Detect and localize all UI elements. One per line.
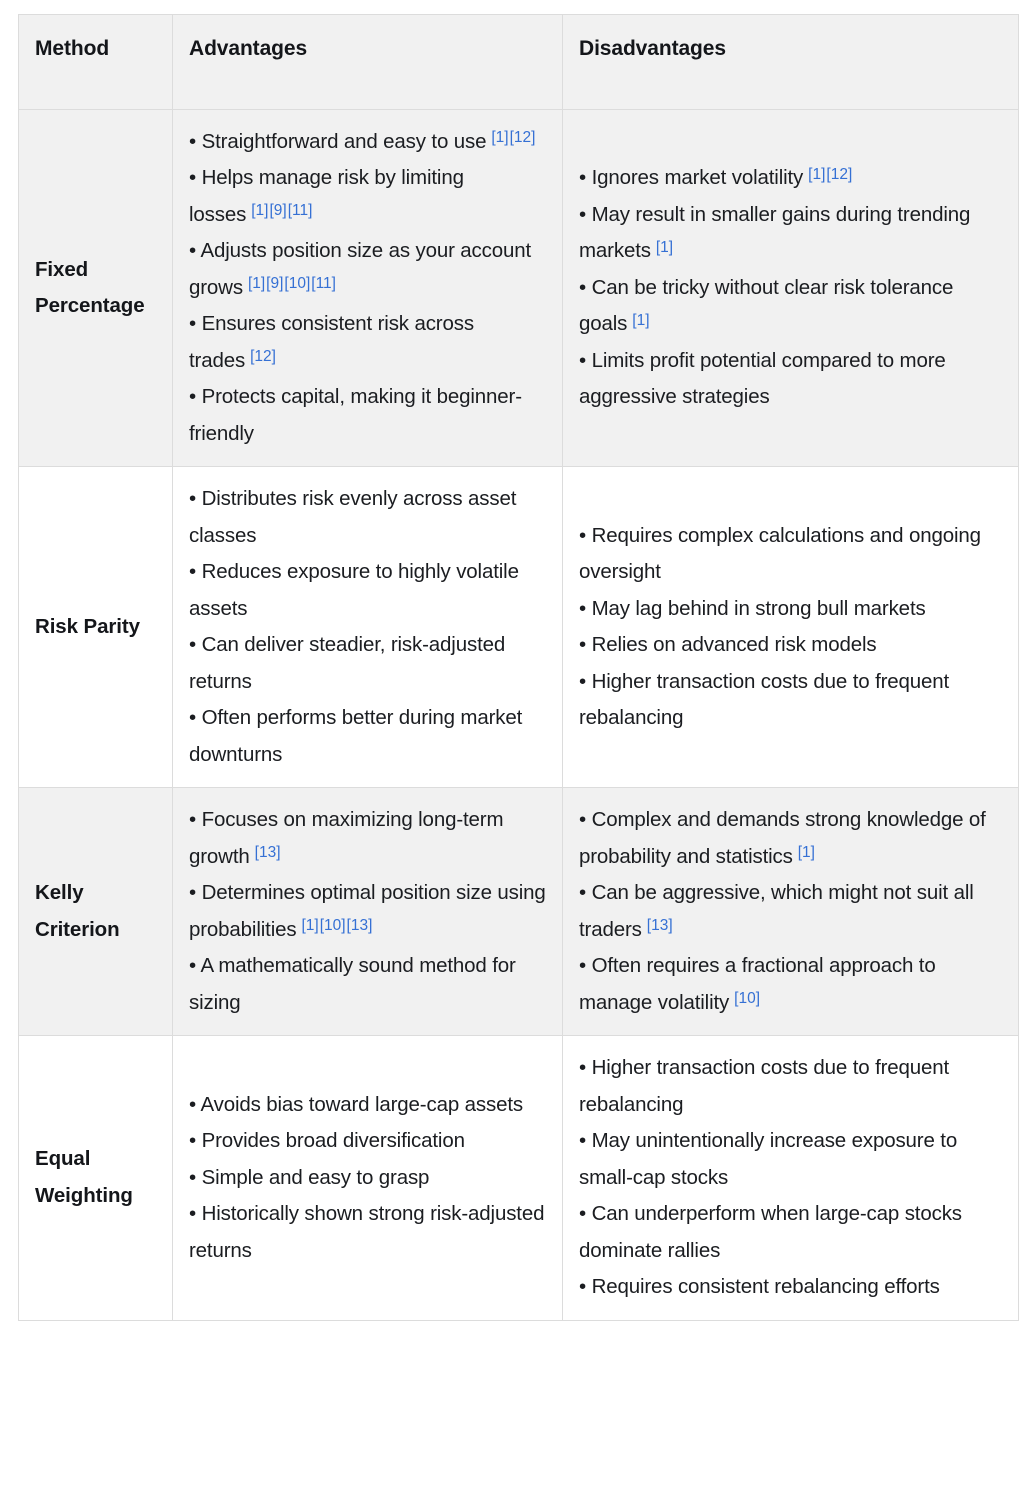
list-item-text: • Relies on advanced risk models xyxy=(579,633,877,657)
citation-link[interactable]: [1] xyxy=(655,238,674,256)
disadvantages-cell xyxy=(563,467,1019,788)
list-item xyxy=(189,1160,546,1196)
method-name-cell: Risk Parity xyxy=(19,467,173,788)
list-item-text: • May lag behind in strong bull markets xyxy=(579,596,926,620)
list-item xyxy=(189,124,546,160)
list-item-text: • Historically shown strong risk-adjusted returns xyxy=(189,1202,545,1262)
list-item-text: • Requires consistent rebalancing efforts xyxy=(579,1275,940,1299)
list-item xyxy=(189,1123,546,1159)
method-name-cell: Fixed Percentage xyxy=(19,110,173,467)
citation-link[interactable]: [1] xyxy=(251,202,269,220)
list-item-text: • Complex and demands strong knowledge of probability and statistics xyxy=(579,808,986,868)
list-item-text: • Simple and easy to grasp xyxy=(189,1165,430,1189)
citation-link[interactable]: [1] xyxy=(797,843,815,861)
advantages-cell xyxy=(173,788,563,1036)
citation-link[interactable]: [1] xyxy=(808,165,826,183)
list-item xyxy=(579,1269,1002,1305)
list-item-text: • Can deliver steadier, risk-adjusted returns xyxy=(189,633,506,693)
advantages-list xyxy=(189,124,546,452)
list-item xyxy=(189,627,546,700)
advantages-list xyxy=(189,1087,546,1269)
list-item xyxy=(189,948,546,1021)
list-item-text: • Often requires a fractional approach to manage volatility xyxy=(579,954,936,1014)
list-item-text: • Often performs better during market downturns xyxy=(189,706,523,766)
table-header xyxy=(19,15,1019,110)
citation-link[interactable]: [12] xyxy=(250,348,276,366)
table-header-row xyxy=(19,15,1019,110)
list-item xyxy=(189,554,546,627)
citation-link[interactable]: [13] xyxy=(254,843,281,861)
list-item-text: • Can be tricky without clear risk tolerance goals xyxy=(579,275,954,336)
advantages-cell xyxy=(173,110,563,467)
citation-link[interactable]: [9] xyxy=(266,275,284,293)
method-name-cell: Equal Weighting xyxy=(19,1036,173,1320)
list-item-text: • Can be aggressive, which might not suit all traders xyxy=(579,881,974,941)
table-row xyxy=(19,110,1019,467)
disadvantages-list xyxy=(579,1050,1002,1305)
disadvantages-cell xyxy=(563,110,1019,467)
citation-link[interactable]: [13] xyxy=(346,916,373,934)
list-item-text: • Helps manage risk by limiting losses xyxy=(189,166,464,226)
list-item-text: • Limits profit potential compared to more aggressive strategies xyxy=(579,348,946,409)
list-item-text: • Provides broad diversification xyxy=(189,1129,465,1153)
disadvantages-cell xyxy=(563,1036,1019,1320)
column-header-advantages: Advantages xyxy=(173,15,563,110)
list-item-text: • Focuses on maximizing long-term growth xyxy=(189,808,504,868)
list-item xyxy=(189,1087,546,1123)
list-item-text: • Distributes risk evenly across asset classes xyxy=(189,487,517,547)
advantages-list xyxy=(189,802,546,1021)
list-item-text: • A mathematically sound method for sizing xyxy=(189,954,516,1014)
list-item-text: • Straightforward and easy to use xyxy=(189,130,487,153)
list-item-text: • Can underperform when large-cap stocks dominate rallies xyxy=(579,1202,962,1262)
list-item-text: • Reduces exposure to highly volatile assets xyxy=(189,560,519,620)
list-item xyxy=(579,948,1002,1021)
list-item xyxy=(579,197,1002,270)
table-body xyxy=(19,110,1019,1321)
list-item-text: • Adjusts position size as your account grows xyxy=(189,239,532,299)
column-header-disadvantages: Disadvantages xyxy=(563,15,1019,110)
list-item xyxy=(579,591,1002,627)
list-item xyxy=(579,270,1002,343)
list-item xyxy=(579,343,1002,416)
list-item-text: • May unintentionally increase exposure to small-cap stocks xyxy=(579,1129,958,1189)
advantages-cell xyxy=(173,1036,563,1320)
list-item xyxy=(189,233,546,306)
citation-link[interactable]: [10] xyxy=(319,916,346,934)
list-item-text: • Protects capital, making it beginner-friendly xyxy=(189,385,522,445)
citation-link[interactable]: [1] xyxy=(491,129,509,147)
citation-link[interactable]: [12] xyxy=(826,165,853,183)
list-item-text: • Higher transaction costs due to frequent rebalancing xyxy=(579,1056,950,1116)
list-item xyxy=(579,664,1002,737)
list-item xyxy=(579,627,1002,663)
list-item xyxy=(579,1050,1002,1123)
list-item xyxy=(579,875,1002,948)
disadvantages-list xyxy=(579,518,1002,737)
citation-link[interactable]: [1] xyxy=(247,275,266,293)
list-item xyxy=(579,518,1002,591)
advantages-cell xyxy=(173,467,563,788)
column-header-method: Method xyxy=(19,15,173,110)
list-item xyxy=(579,160,1002,196)
citation-link[interactable]: [11] xyxy=(287,202,313,220)
list-item-text: • Determines optimal position size using probabilities xyxy=(189,881,546,941)
list-item xyxy=(189,379,546,452)
table-row xyxy=(19,788,1019,1036)
list-item xyxy=(189,875,546,948)
citation-link[interactable]: [11] xyxy=(311,275,336,293)
list-item xyxy=(579,1196,1002,1269)
list-item-text: • Avoids bias toward large-cap assets xyxy=(189,1092,523,1116)
list-item xyxy=(189,160,546,233)
list-item xyxy=(189,306,546,379)
list-item-text: • Requires complex calculations and ongoing oversight xyxy=(579,523,981,584)
disadvantages-list xyxy=(579,160,1002,415)
list-item-text: • May result in smaller gains during trending markets xyxy=(579,202,971,263)
list-item-text: • Ignores market volatility xyxy=(579,166,804,190)
list-item xyxy=(189,700,546,773)
citation-link[interactable]: [10] xyxy=(284,275,311,293)
citation-link[interactable]: [10] xyxy=(734,989,760,1007)
method-comparison-table xyxy=(18,14,1019,1321)
list-item xyxy=(189,481,546,554)
citation-link[interactable]: [1] xyxy=(301,916,319,934)
advantages-list xyxy=(189,481,546,773)
table-row xyxy=(19,467,1019,788)
method-name-cell: Kelly Criterion xyxy=(19,788,173,1036)
list-item xyxy=(579,1123,1002,1196)
table-row xyxy=(19,1036,1019,1320)
list-item xyxy=(579,802,1002,875)
list-item-text: • Higher transaction costs due to frequent rebalancing xyxy=(579,669,950,730)
disadvantages-list xyxy=(579,802,1002,1021)
list-item xyxy=(189,802,546,875)
citation-link[interactable]: [13] xyxy=(646,916,673,934)
citation-link[interactable]: [1] xyxy=(632,311,650,329)
citation-link[interactable]: [12] xyxy=(509,129,536,147)
list-item xyxy=(189,1196,546,1269)
citation-link[interactable]: [9] xyxy=(269,202,287,220)
disadvantages-cell xyxy=(563,788,1019,1036)
list-item-text: • Ensures consistent risk across trades xyxy=(189,312,474,372)
